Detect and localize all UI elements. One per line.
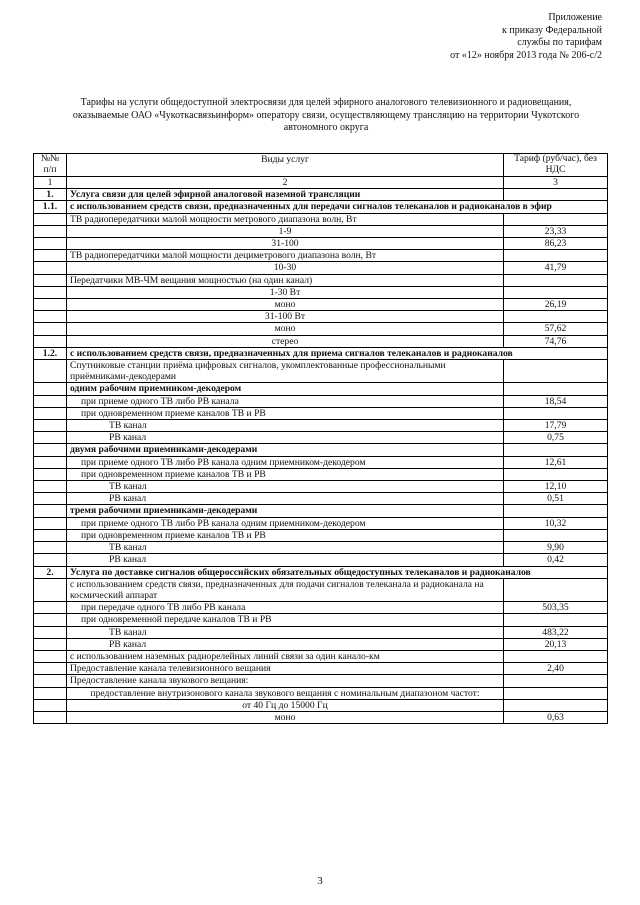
section-title: с использованием средств связи, предназначенных для приема сигналов телеканалов и радиоканалов <box>67 347 608 359</box>
row-label: при одновременном приеме каналов ТВ и РВ <box>67 529 504 541</box>
row-value: 0,75 <box>504 432 608 444</box>
table-row <box>34 360 608 383</box>
table-row <box>34 542 608 554</box>
col-number: 2 <box>67 177 504 189</box>
section-title: Услуга по доставке сигналов общероссийских обязательных общедоступных телеканалов и радиоканалов <box>67 566 608 578</box>
appendix-line: службы по тарифам <box>517 37 602 48</box>
table-row <box>34 699 608 711</box>
row-value: 18,54 <box>504 395 608 407</box>
row-label: двумя рабочими приемниками-декодерами <box>67 444 504 456</box>
section-row <box>34 566 608 578</box>
document-title <box>42 97 610 135</box>
row-label: Предоставление канала звукового вещания: <box>67 675 504 687</box>
row-label: ТВ канал <box>67 420 504 432</box>
row-label: стерео <box>67 335 504 347</box>
section-row <box>34 201 608 213</box>
section-row <box>34 347 608 359</box>
row-label: 31-100 <box>67 238 504 250</box>
row-label: 31-100 Вт <box>67 311 504 323</box>
table-row <box>34 250 608 262</box>
section-num: 1. <box>34 189 67 201</box>
section-title: с использованием средств связи, предназначенных для передачи сигналов телеканалов и радиоканалов в эфир <box>67 201 608 213</box>
row-label: ТВ радиопередатчики малой мощности дециметрового диапазона волн, Вт <box>67 250 504 262</box>
row-label: 1-9 <box>67 225 504 237</box>
title-line: автономного округа <box>283 122 369 133</box>
section-title: Услуга связи для целей эфирной аналоговой наземной трансляции <box>67 189 504 201</box>
table-header-row <box>34 154 608 177</box>
row-value: 74,76 <box>504 335 608 347</box>
table-row <box>34 225 608 237</box>
row-label: моно <box>67 323 504 335</box>
row-label: ТВ канал <box>67 542 504 554</box>
table-row <box>34 213 608 225</box>
row-label: при приеме одного ТВ либо РВ канала <box>67 395 504 407</box>
row-label: при приеме одного ТВ либо РВ канала одним приемником-декодером <box>67 517 504 529</box>
table-row <box>34 456 608 468</box>
row-label: моно <box>67 299 504 311</box>
row-value: 0,51 <box>504 493 608 505</box>
table-row <box>34 578 608 601</box>
section-num: 1.2. <box>34 347 67 359</box>
row-value: 10,32 <box>504 517 608 529</box>
row-label: предоставление внутризонового канала звукового вещания с номинальным диапазоном частот: <box>67 687 504 699</box>
row-value: 2,40 <box>504 663 608 675</box>
table-row <box>34 638 608 650</box>
header-num: №№ п/п <box>34 154 67 177</box>
row-label: РВ канал <box>67 432 504 444</box>
empty-cell <box>504 189 608 201</box>
table-row <box>34 711 608 723</box>
row-value: 12,61 <box>504 456 608 468</box>
table-row <box>34 663 608 675</box>
row-value: 86,23 <box>504 238 608 250</box>
table-row <box>34 505 608 517</box>
row-label: Спутниковые станции приёма цифровых сигналов, укомплектованные профессиональными приёмниками-декодерами <box>67 360 504 383</box>
appendix-line: от «12» ноября 2013 года № 206-с/2 <box>450 49 602 61</box>
row-label: с использованием наземных радиорелейных линий связи за один канало-км <box>67 650 504 662</box>
row-label: ТВ канал <box>67 626 504 638</box>
row-label: при одновременном приеме каналов ТВ и РВ <box>67 407 504 419</box>
table-row <box>34 468 608 480</box>
row-value: 12,10 <box>504 481 608 493</box>
row-value: 23,33 <box>504 225 608 237</box>
row-label: 10-30 <box>67 262 504 274</box>
table-row <box>34 395 608 407</box>
title-line: Тарифы на услуги общедоступной электросвязи для целей эфирного аналогового телевизионного и радиовещания, <box>80 97 572 108</box>
tariff-table <box>33 153 608 724</box>
table-row <box>34 650 608 662</box>
row-label: тремя рабочими приемниками-декодерами <box>67 505 504 517</box>
row-label: с использованием средств связи, предназначенных для подачи сигналов телеканала и радиоканала на космический аппарат <box>67 578 504 601</box>
table-row <box>34 626 608 638</box>
row-label: при передаче одного ТВ либо РВ канала <box>67 602 504 614</box>
row-value: 0,42 <box>504 554 608 566</box>
page-number: 3 <box>317 875 323 887</box>
row-value: 483,22 <box>504 626 608 638</box>
row-label: от 40 Гц до 15000 Гц <box>67 699 504 711</box>
title-line: оказываемые ОАО «Чукоткасвязьинформ» оператору связи, осуществляющему трансляцию на территории Чукотского <box>72 109 580 121</box>
table-row <box>34 238 608 250</box>
table-row <box>34 323 608 335</box>
row-label: при приеме одного ТВ либо РВ канала одним приемником-декодером <box>67 456 504 468</box>
row-label: при одновременной передаче каналов ТВ и РВ <box>67 614 504 626</box>
table-row <box>34 383 608 395</box>
col-number: 3 <box>504 177 608 189</box>
appendix-line: Приложение <box>548 12 602 23</box>
table-row <box>34 420 608 432</box>
row-label: РВ канал <box>67 638 504 650</box>
row-value: 17,79 <box>504 420 608 432</box>
table-row <box>34 299 608 311</box>
row-label: ТВ радиопередатчики малой мощности метрового диапазона волн, Вт <box>67 213 504 225</box>
table-row <box>34 493 608 505</box>
table-row <box>34 444 608 456</box>
row-value: 57,62 <box>504 323 608 335</box>
table-row <box>34 614 608 626</box>
table-row <box>34 311 608 323</box>
section-num: 1.1. <box>34 201 67 213</box>
row-label: 1-30 Вт <box>67 286 504 298</box>
table-row <box>34 529 608 541</box>
table-row <box>34 675 608 687</box>
section-num: 2. <box>34 566 67 578</box>
header-tariff: Тариф (руб/час), без НДС <box>504 154 608 177</box>
row-value: 9,90 <box>504 542 608 554</box>
table-row <box>34 432 608 444</box>
table-row <box>34 262 608 274</box>
table-row <box>34 602 608 614</box>
row-value: 0,63 <box>504 711 608 723</box>
row-value: 26,19 <box>504 299 608 311</box>
header-service: Виды услуг <box>67 154 504 177</box>
section-row <box>34 189 608 201</box>
table-row <box>34 286 608 298</box>
row-label: моно <box>67 711 504 723</box>
row-label: РВ канал <box>67 493 504 505</box>
row-label: при одновременном приеме каналов ТВ и РВ <box>67 468 504 480</box>
row-label: РВ канал <box>67 554 504 566</box>
row-label: одним рабочим приемником-декодером <box>67 383 504 395</box>
appendix-line: к приказу Федеральной <box>502 24 602 36</box>
column-number-row <box>34 177 608 189</box>
table-row <box>34 274 608 286</box>
row-label: ТВ канал <box>67 481 504 493</box>
table-row <box>34 481 608 493</box>
row-label: Предоставление канала телевизионного вещания <box>67 663 504 675</box>
table-row <box>34 687 608 699</box>
col-number: 1 <box>34 177 67 189</box>
row-label: Передатчики МВ-ЧМ вещания мощностью (на один канал) <box>67 274 504 286</box>
row-value: 20,13 <box>504 638 608 650</box>
row-value: 503,35 <box>504 602 608 614</box>
table-row <box>34 407 608 419</box>
table-row <box>34 335 608 347</box>
row-value: 41,79 <box>504 262 608 274</box>
appendix-block <box>450 12 602 62</box>
table-row <box>34 554 608 566</box>
table-row <box>34 517 608 529</box>
